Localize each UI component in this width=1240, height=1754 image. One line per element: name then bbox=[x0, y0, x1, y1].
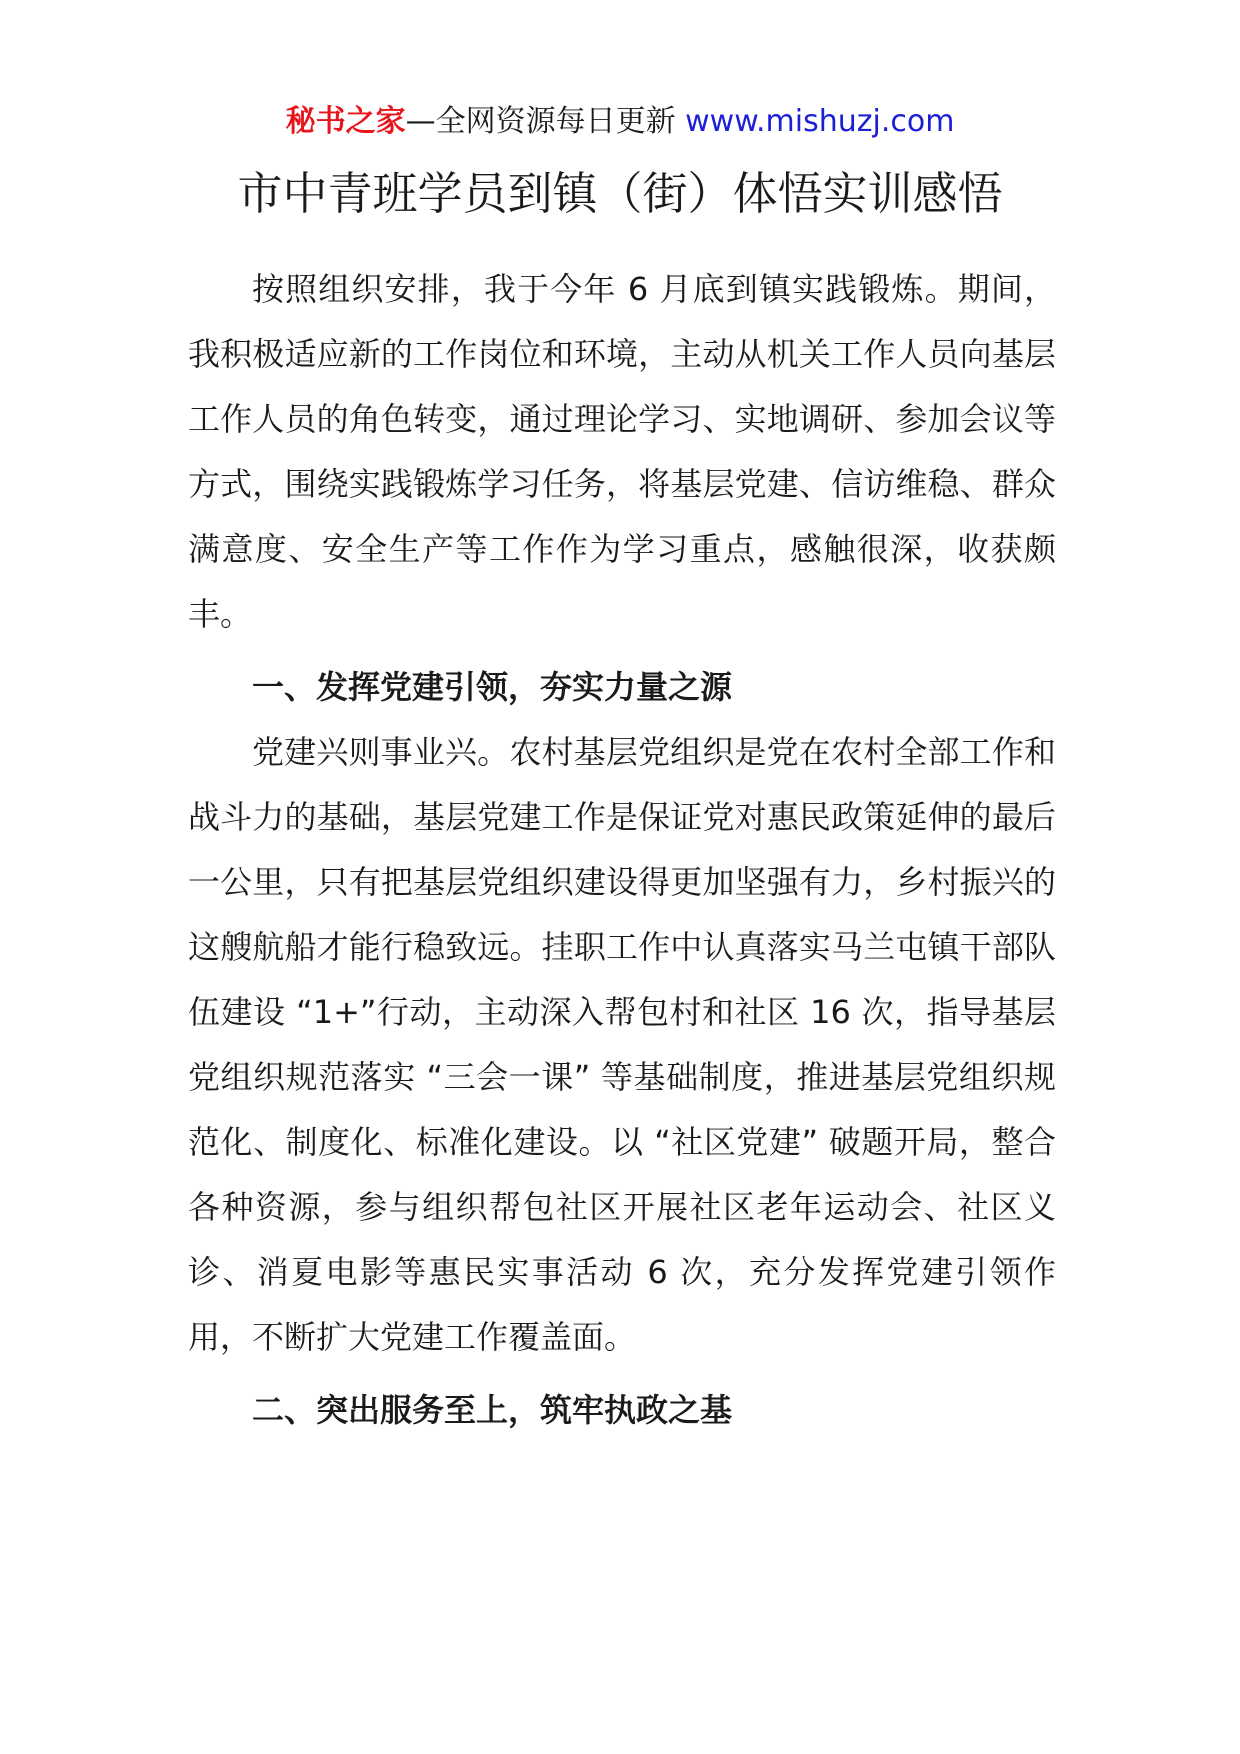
intro-paragraph: 按照组织安排，我于今年 6 月底到镇实践锻炼。期间，我积极适应新的工作岗位和环境，主动从机关工作人员向基层工作人员的角色转变，通过理论学习、实地调研、参加会议等方式，围绕实践锻炼学习任务，将基层党建、信访维稳、群众满意度、安全生产等工作作为学习重点，感触很深，收获颇丰。 bbox=[188, 270, 1056, 633]
banner-tagline: —全网资源每日更新 bbox=[405, 104, 686, 139]
section-1-paragraph: 党建兴则事业兴。农村基层党组织是党在农村全部工作和战斗力的基础，基层党建工作是保证党对惠民政策延伸的最后一公里，只有把基层党组织建设得更加坚强有力，乡村振兴的这艘航船才能行稳致远。挂职工作中认真落实马兰屯镇干部队伍建设 “1+”行动，主动深入帮包村和社区 16 次，指导基层党组织规范落实 “三会一课” 等基础制度，推进基层党组织规范化、制度化、标准化建设。以 “社区党建” 破题开局，整合各种资源，参与组织帮包社区开展社区老年运动会、社区义诊、消夏电影等惠民实事活动 6 次，充分发挥党建引领作用，不断扩大党建工作覆盖面。 bbox=[188, 733, 1056, 1356]
site-banner bbox=[0, 100, 1240, 144]
document-body bbox=[188, 257, 1056, 1443]
document-title: 市中青班学员到镇（街）体悟实训感悟 bbox=[237, 167, 1003, 220]
site-url-link[interactable]: www.mishuzj.com bbox=[685, 104, 955, 139]
section-1-heading: 一、发挥党建引领，夯实力量之源 bbox=[252, 668, 733, 706]
brand-name: 秘书之家 bbox=[285, 104, 406, 139]
section-2-heading: 二、突出服务至上，筑牢执政之基 bbox=[252, 1391, 733, 1429]
